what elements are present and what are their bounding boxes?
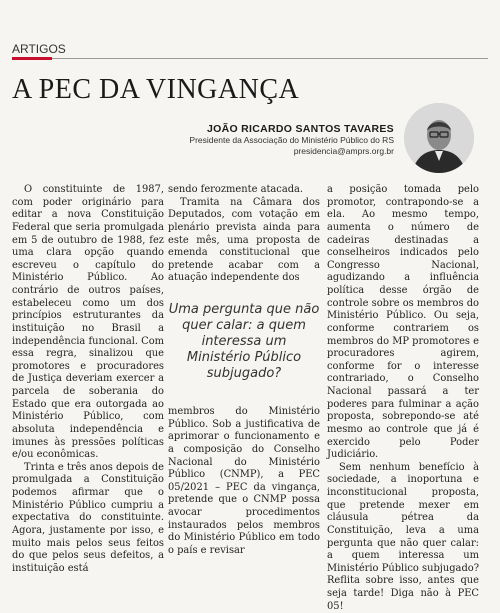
paragraph: Tramita na Câmara dos Deputados, com votação em plenário prevista ainda para este mês, uma proposta de emenda constitucional que pretende acabar com a atuação independente dos — [168, 196, 320, 284]
paragraph: a posição tomada pelo promotor, contrapondo-se a ela. Ao mesmo tempo, aumenta o número de cadeiras destinadas a conselheiros indicados pelo Congresso Nacional, agudizando a influência política desse órgão de controle sobre os membros do Ministério Público. Ou seja, conforme contrariem os membros do MP promotores e procuradores agirem, conforme for o interesse contrariado, o Conselho Nacional passará a ter poderes para fulminar a ação proposta, sobrepondo-se até mesmo ao controle que já é exercido pelo Poder Judiciário. — [327, 184, 479, 461]
author-email: presidencia@amprs.org.br — [293, 146, 394, 156]
paragraph: O constituinte de 1987, com poder originário para editar a nova Constituição Federal que seria promulgada em 5 de outubro de 1988, fez uma clara opção quando escreveu o capítulo do Ministério Público. Ao contrário de outros países, estabeleceu como um dos princípios estruturantes da instituição no Brasil a independência funcional. Com essa regra, sinalizou que promotores e procuradores de Justiça deveriam exercer a parcela de soberania do Estado que era outorgada ao Ministério Público, com absoluta independência e imunes às pressões políticas e/ou econômicas. — [12, 184, 165, 461]
author-name: JOÃO RICARDO SANTOS TAVARES — [206, 123, 394, 135]
paragraph: membros do Ministério Público. Sob a justificativa de aprimorar o funcionamento e a composição do Conselho Nacional do Ministério Público (CNMP), a PEC 05/2021 – PEC da vingança, pretende que o CNMP possa avocar procedimentos instaurados pelos membros do Ministério Público em todo o país e revisar — [168, 406, 320, 556]
article-column-3 — [327, 184, 479, 613]
author-photo — [404, 103, 474, 173]
author-role: Presidente da Associação do Ministério Público do RS — [189, 135, 394, 145]
section-divider — [12, 58, 488, 59]
article-column-2-continued — [168, 406, 320, 558]
headline: A PEC DA VINGANÇA — [12, 74, 300, 105]
pull-quote: Uma pergunta que não quer calar: a quem interessa um Ministério Público subjugado? — [168, 302, 320, 381]
section-label: ARTIGOS — [12, 42, 66, 56]
section-accent-bar — [12, 57, 52, 60]
byline — [189, 123, 394, 157]
article-column-2 — [168, 184, 320, 285]
paragraph: Sem nenhum benefício à sociedade, a inoportuna e inconstitucional proposta, que pretende mexer em cláusula pétrea da Constituição, leva a uma pergunta que não quer calar: a quem interessa um Ministério Público subjugado? Reflita sobre isso, antes que seja tarde! Diga não à PEC 05! — [327, 461, 479, 612]
article-column-1 — [12, 184, 164, 575]
paragraph: sendo ferozmente atacada. — [168, 184, 304, 195]
paragraph: Trinta e três anos depois de promulgada a Constituição podemos afirmar que o Ministério Público cumpriu a expectativa do constituinte. Agora, justamente por isso, e muito mais pelos seus feitos do que pelos seus defeitos, a instituição está — [12, 461, 164, 574]
